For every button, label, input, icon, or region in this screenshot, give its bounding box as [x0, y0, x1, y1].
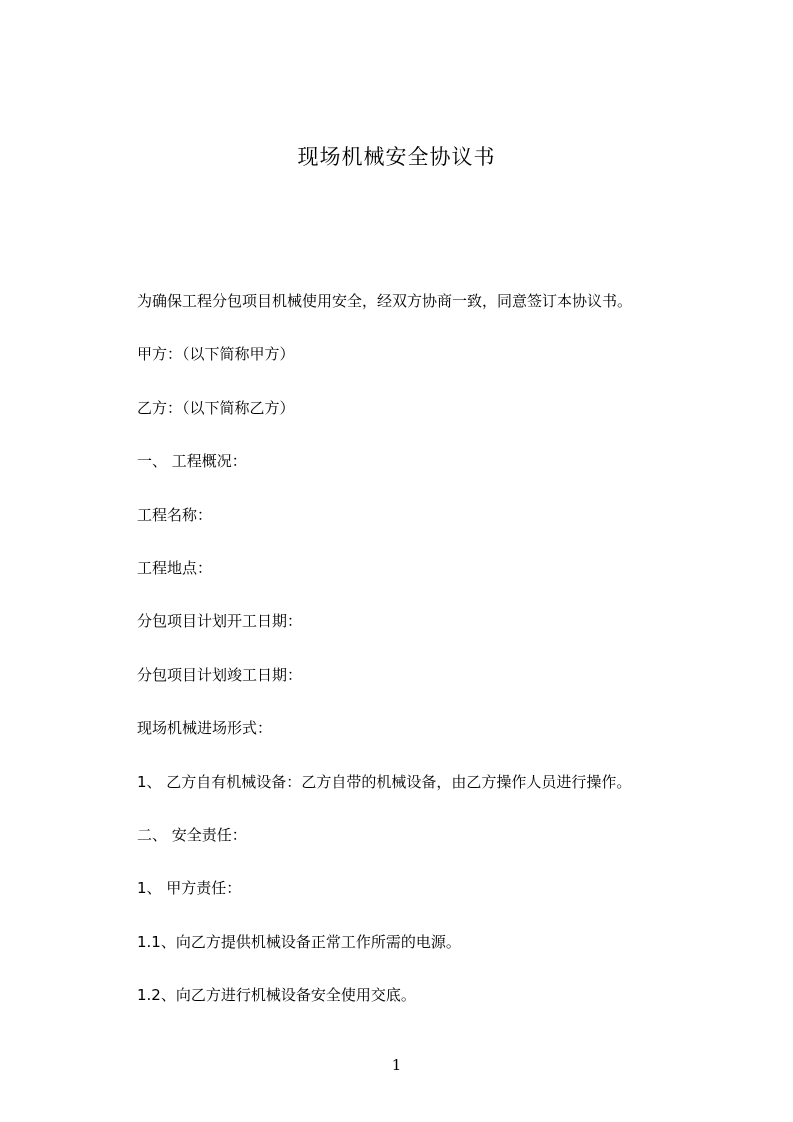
- paragraph-project-name: 工程名称：: [137, 506, 213, 524]
- paragraph-party-a: 甲方：（以下简称甲方）: [137, 345, 295, 363]
- paragraph-item-1-own-equipment: 1、 乙方自有机械设备：乙方自带的机械设备，由乙方操作人员进行操作。: [137, 773, 632, 791]
- paragraph-start-date: 分包项目计划开工日期：: [137, 612, 303, 630]
- paragraph-machinery-entry-form: 现场机械进场形式：: [137, 719, 273, 737]
- paragraph-party-b: 乙方：（以下简称乙方）: [137, 399, 295, 417]
- paragraph-clause-1-1: 1.1、向乙方提供机械设备正常工作所需的电源。: [137, 933, 461, 951]
- paragraph-party-a-responsibility: 1、 甲方责任：: [137, 879, 242, 897]
- paragraph-completion-date: 分包项目计划竣工日期：: [137, 666, 303, 684]
- section-heading-project-overview: 一、 工程概况：: [137, 452, 247, 470]
- page-number: 1: [391, 1056, 402, 1074]
- paragraph-clause-1-2: 1.2、向乙方进行机械设备安全使用交底。: [137, 986, 416, 1004]
- document-title: 现场机械安全协议书: [297, 145, 496, 169]
- section-heading-safety-responsibility: 二、 安全责任：: [137, 826, 247, 844]
- paragraph-intro: 为确保工程分包项目机械使用安全，经双方协商一致，同意签订本协议书。: [137, 292, 633, 310]
- paragraph-project-location: 工程地点：: [137, 559, 213, 577]
